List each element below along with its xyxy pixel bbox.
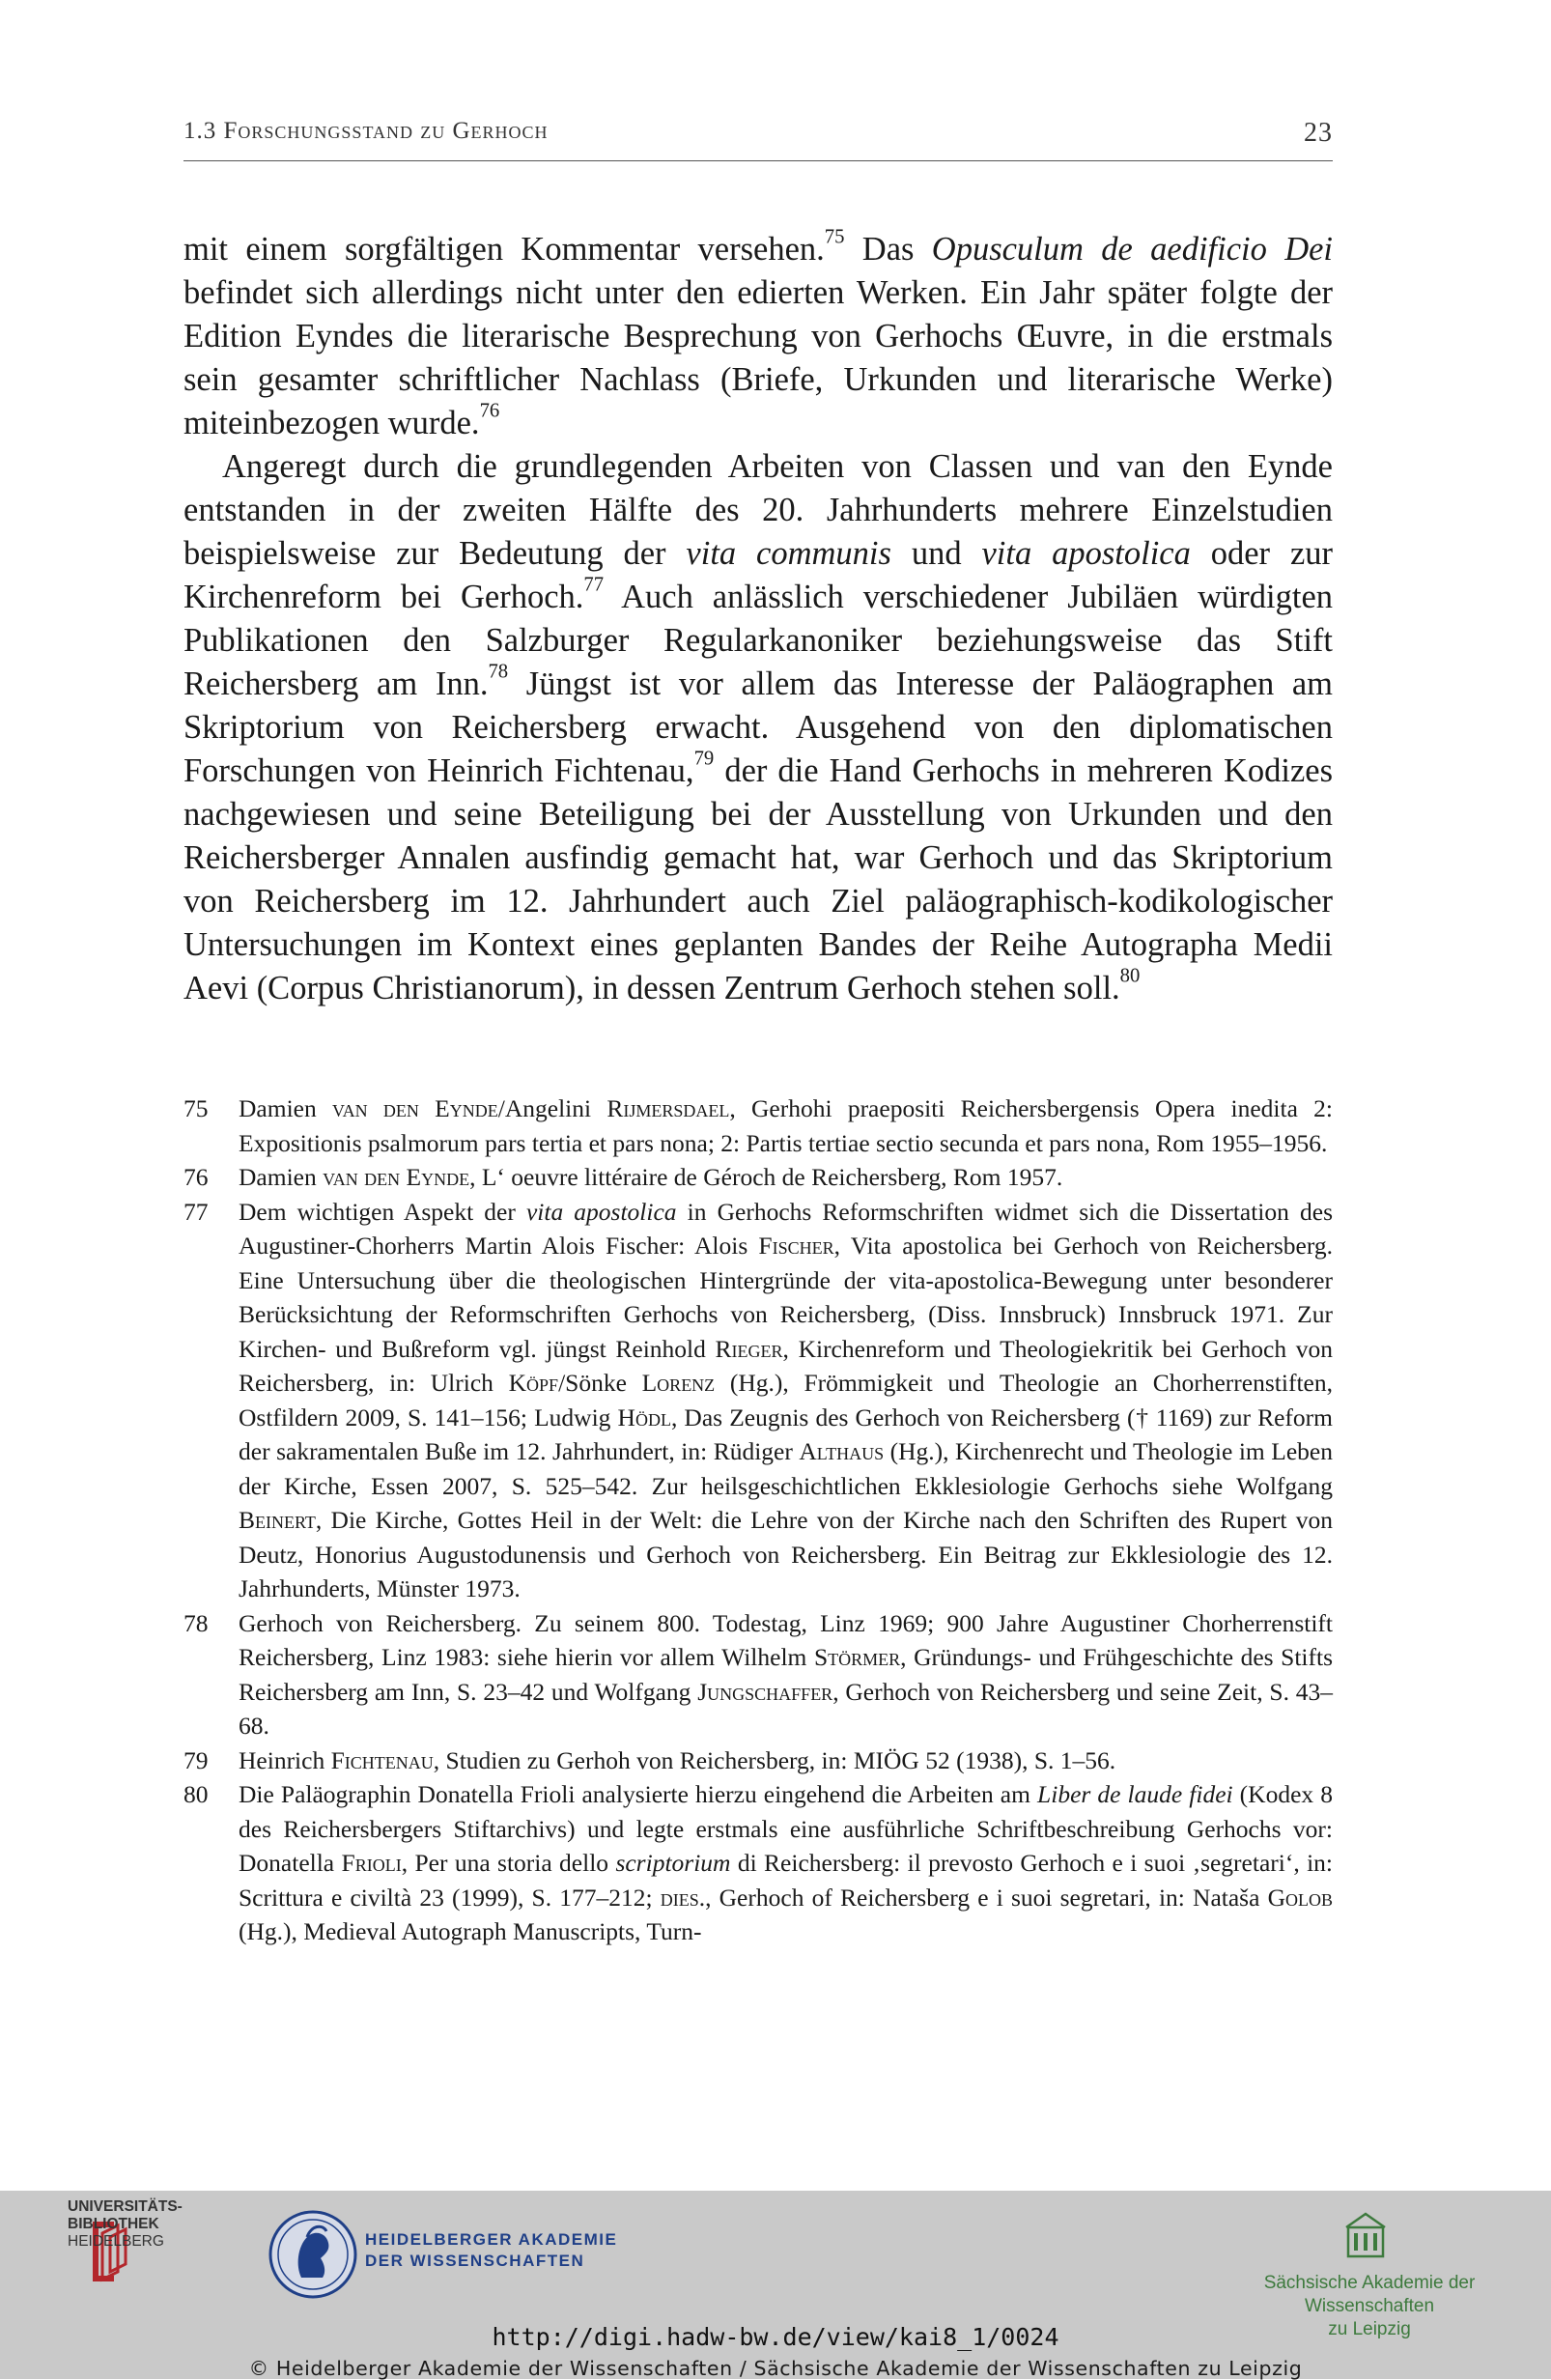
- copyright-notice: © Heidelberger Akademie der Wissenschaften / Sächsische Akademie der Wissenschaften zu Leipzig: [248, 2357, 1303, 2380]
- hadw-minerva-seal-icon: [267, 2208, 359, 2301]
- paragraph-1: mit einem sorgfältigen Kommentar versehen.$^{75}$ Das Opusculum de aedificio Dei befindet sich allerdings nicht unter den edierten Werken. Ein Jahr später folgte der Edition Eyndes die literarische Besprechung von Gerhochs Œuvre, in die erstmals sein gesamter schriftlicher Nachlass (Briefe, Urkunden und literarische Werke) miteinbezogen wurde.$^{76}$: [183, 226, 1334, 441]
- paragraph-2: Angeregt durch die grundlegenden Arbeiten von Classen und van den Eynde entstanden in der zweiten Hälfte des 20. Jahrhunderts mehrere Einzelstudien beispielsweise zur Bedeutung der vita communis und vita apostolica oder zur Kirchenreform bei Gerhoch.$^{77}$ Auch anlässlich verschiedener Jubiläen würdigten Publikationen den Salzburger Regularkanoniker beziehungsweise das Stift Reichersberg am Inn.$^{78}$ Jüngst ist vor allem das Interesse der Paläographen am Skriptorium von Reichersberg erwacht. Ausgehend von den diplomatischen Forschungen von Heinrich Fichtenau,$^{79}$ der die Hand Gerhochs in mehreren Kodizes nachgewiesen und seine Beteiligung bei der Ausstellung von Urkunden und den Reichersberger Annalen ausfindig gemacht hat, war Gerhoch und das Skriptorium von Reichersberg im 12. Jahrhundert auch Ziel paläographisch-kodikologischer Untersuchungen im Kontext eines geplanten Bandes der Reihe Autographa Medii Aevi (Corpus Christianorum), in dessen Zentrum Gerhoch stehen soll.$^{80}$: [183, 448, 1334, 1006]
- footnote-ref-76: 76: [479, 400, 500, 422]
- footnote-75: 75 Damien van den Eynde/Angelini Rijmersdael, Gerhohi praepositi Reichersbergensis Opera inedita 2: Expositionis psalmorum pars tertia et pars nona; 2: Partis tertiae sectio secunda et pars nona, Rom 1955–1956.: [183, 1094, 1333, 1157]
- page-number: 23: [1304, 118, 1333, 148]
- ub-heidelberg-name: UNIVERSITÄTS- BIBLIOTHEK HEIDELBERG: [68, 2198, 183, 2250]
- permalink-url[interactable]: http://digi.hadw-bw.de/view/kai8_1/0024: [492, 2323, 1059, 2351]
- footnote-79: 79 Heinrich Fichtenau, Studien zu Gerhoh von Reichersberg, in: MIÖG 52 (1938), S. 1–56.: [183, 1745, 1116, 1774]
- section-title: 1.3 Forschungsstand zu Gerhoch: [183, 118, 549, 144]
- footnote-ref-79: 79: [693, 748, 715, 770]
- footnote-78: 78 Gerhoch von Reichersberg. Zu seinem 800. Todestag, Linz 1969; 900 Jahre Augustiner Chorherrenstift Reichersberg, Linz 1983: siehe hierin vor allem Wilhelm Störmer, Gründungs- und Frühgeschichte des Stifts Reichersberg am Inn, S. 23–42 und Wolfgang Jungschaffer, Gerhoch von Reichersberg und seine Zeit, S. 43–68.: [183, 1608, 1333, 1740]
- footnote-ref-80: 80: [1119, 965, 1141, 987]
- footnote-76: 76 Damien van den Eynde, L‘ oeuvre littéraire de Géroch de Reichersberg, Rom 1957.: [183, 1163, 1063, 1191]
- saw-building-logo-icon: [1344, 2210, 1387, 2260]
- footnote-ref-78: 78: [488, 661, 509, 683]
- footnote-ref-77: 77: [583, 574, 605, 596]
- main-text: [183, 228, 1333, 1010]
- header-rule: [183, 160, 1333, 161]
- footnote-80: 80 Die Paläographin Donatella Frioli analysierte hierzu eingehend die Arbeiten am Liber de laude fidei (Kodex 8 des Reichersbergers Stiftarchivs) und legte erstmals eine ausführliche Schriftbeschreibung Gerhochs vor: Donatella Frioli, Per una storia dello scriptorium di Reichersberg: il prevosto Gerhoch e i suoi ‚segretari‘, in: Scrittura e civiltà 23 (1999), S. 177–212; dies., Gerhoch of Reichersberg e i suoi segretari, in: Nataša Golob (Hg.), Medieval Autograph Manuscripts, Turn-: [183, 1780, 1334, 1945]
- footnotes: [183, 1091, 1333, 1949]
- hadw-name: HEIDELBERGER AKADEMIE DER WISSENSCHAFTEN: [365, 2230, 618, 2270]
- saw-name: Sächsische Akademie der Wissenschaften zu Leipzig: [1263, 2273, 1476, 2339]
- footnote-77: 77 Dem wichtigen Aspekt der vita apostolica in Gerhochs Reformschriften widmet sich die Dissertation des Augustiner-Chorherrs Martin Alois Fischer: Alois Fischer, Vita apostolica bei Gerhoch von Reichersberg. Eine Untersuchung über die theologischen Hintergründe der vita-apostolica-Bewegung unter besonderer Berücksichtung der Reformschriften Gerhochs von Reichersberg, (Diss. Innsbruck) Innsbruck 1971. Zur Kirchen- und Bußreform vgl. jüngst Reinhold Rieger, Kirchenreform und Theologiekritik bei Gerhoch von Reichersberg, in: Ulrich Köpf/Sönke Lorenz (Hg.), Frömmigkeit und Theologie an Chorherrenstiften, Ostfildern 2009, S. 141–156; Ludwig Hödl, Das Zeugnis des Gerhoch von Reichersberg († 1169) zur Reform der sakramentalen Buße im 12. Jahrhundert, in: Rüdiger Althaus (Hg.), Kirchenrecht und Theologie im Leben der Kirche, Essen 2007, S. 525–542. Zur heilsgeschichtlichen Ekklesiologie Gerhochs siehe Wolfgang Beinert, Die Kirche, Gottes Heil in der Welt: die Lehre von der Kirche nach den Schriften des Rupert von Deutz, Honorius Augustodunensis und Gerhoch von Reichersberg. Ein Beitrag zur Ekklesiologie des 12. Jahrhunderts, Münster 1973.: [183, 1197, 1333, 1602]
- footnote-ref-75: 75: [824, 226, 845, 248]
- digitization-footer: [0, 2191, 1551, 2379]
- running-head: [183, 118, 1333, 148]
